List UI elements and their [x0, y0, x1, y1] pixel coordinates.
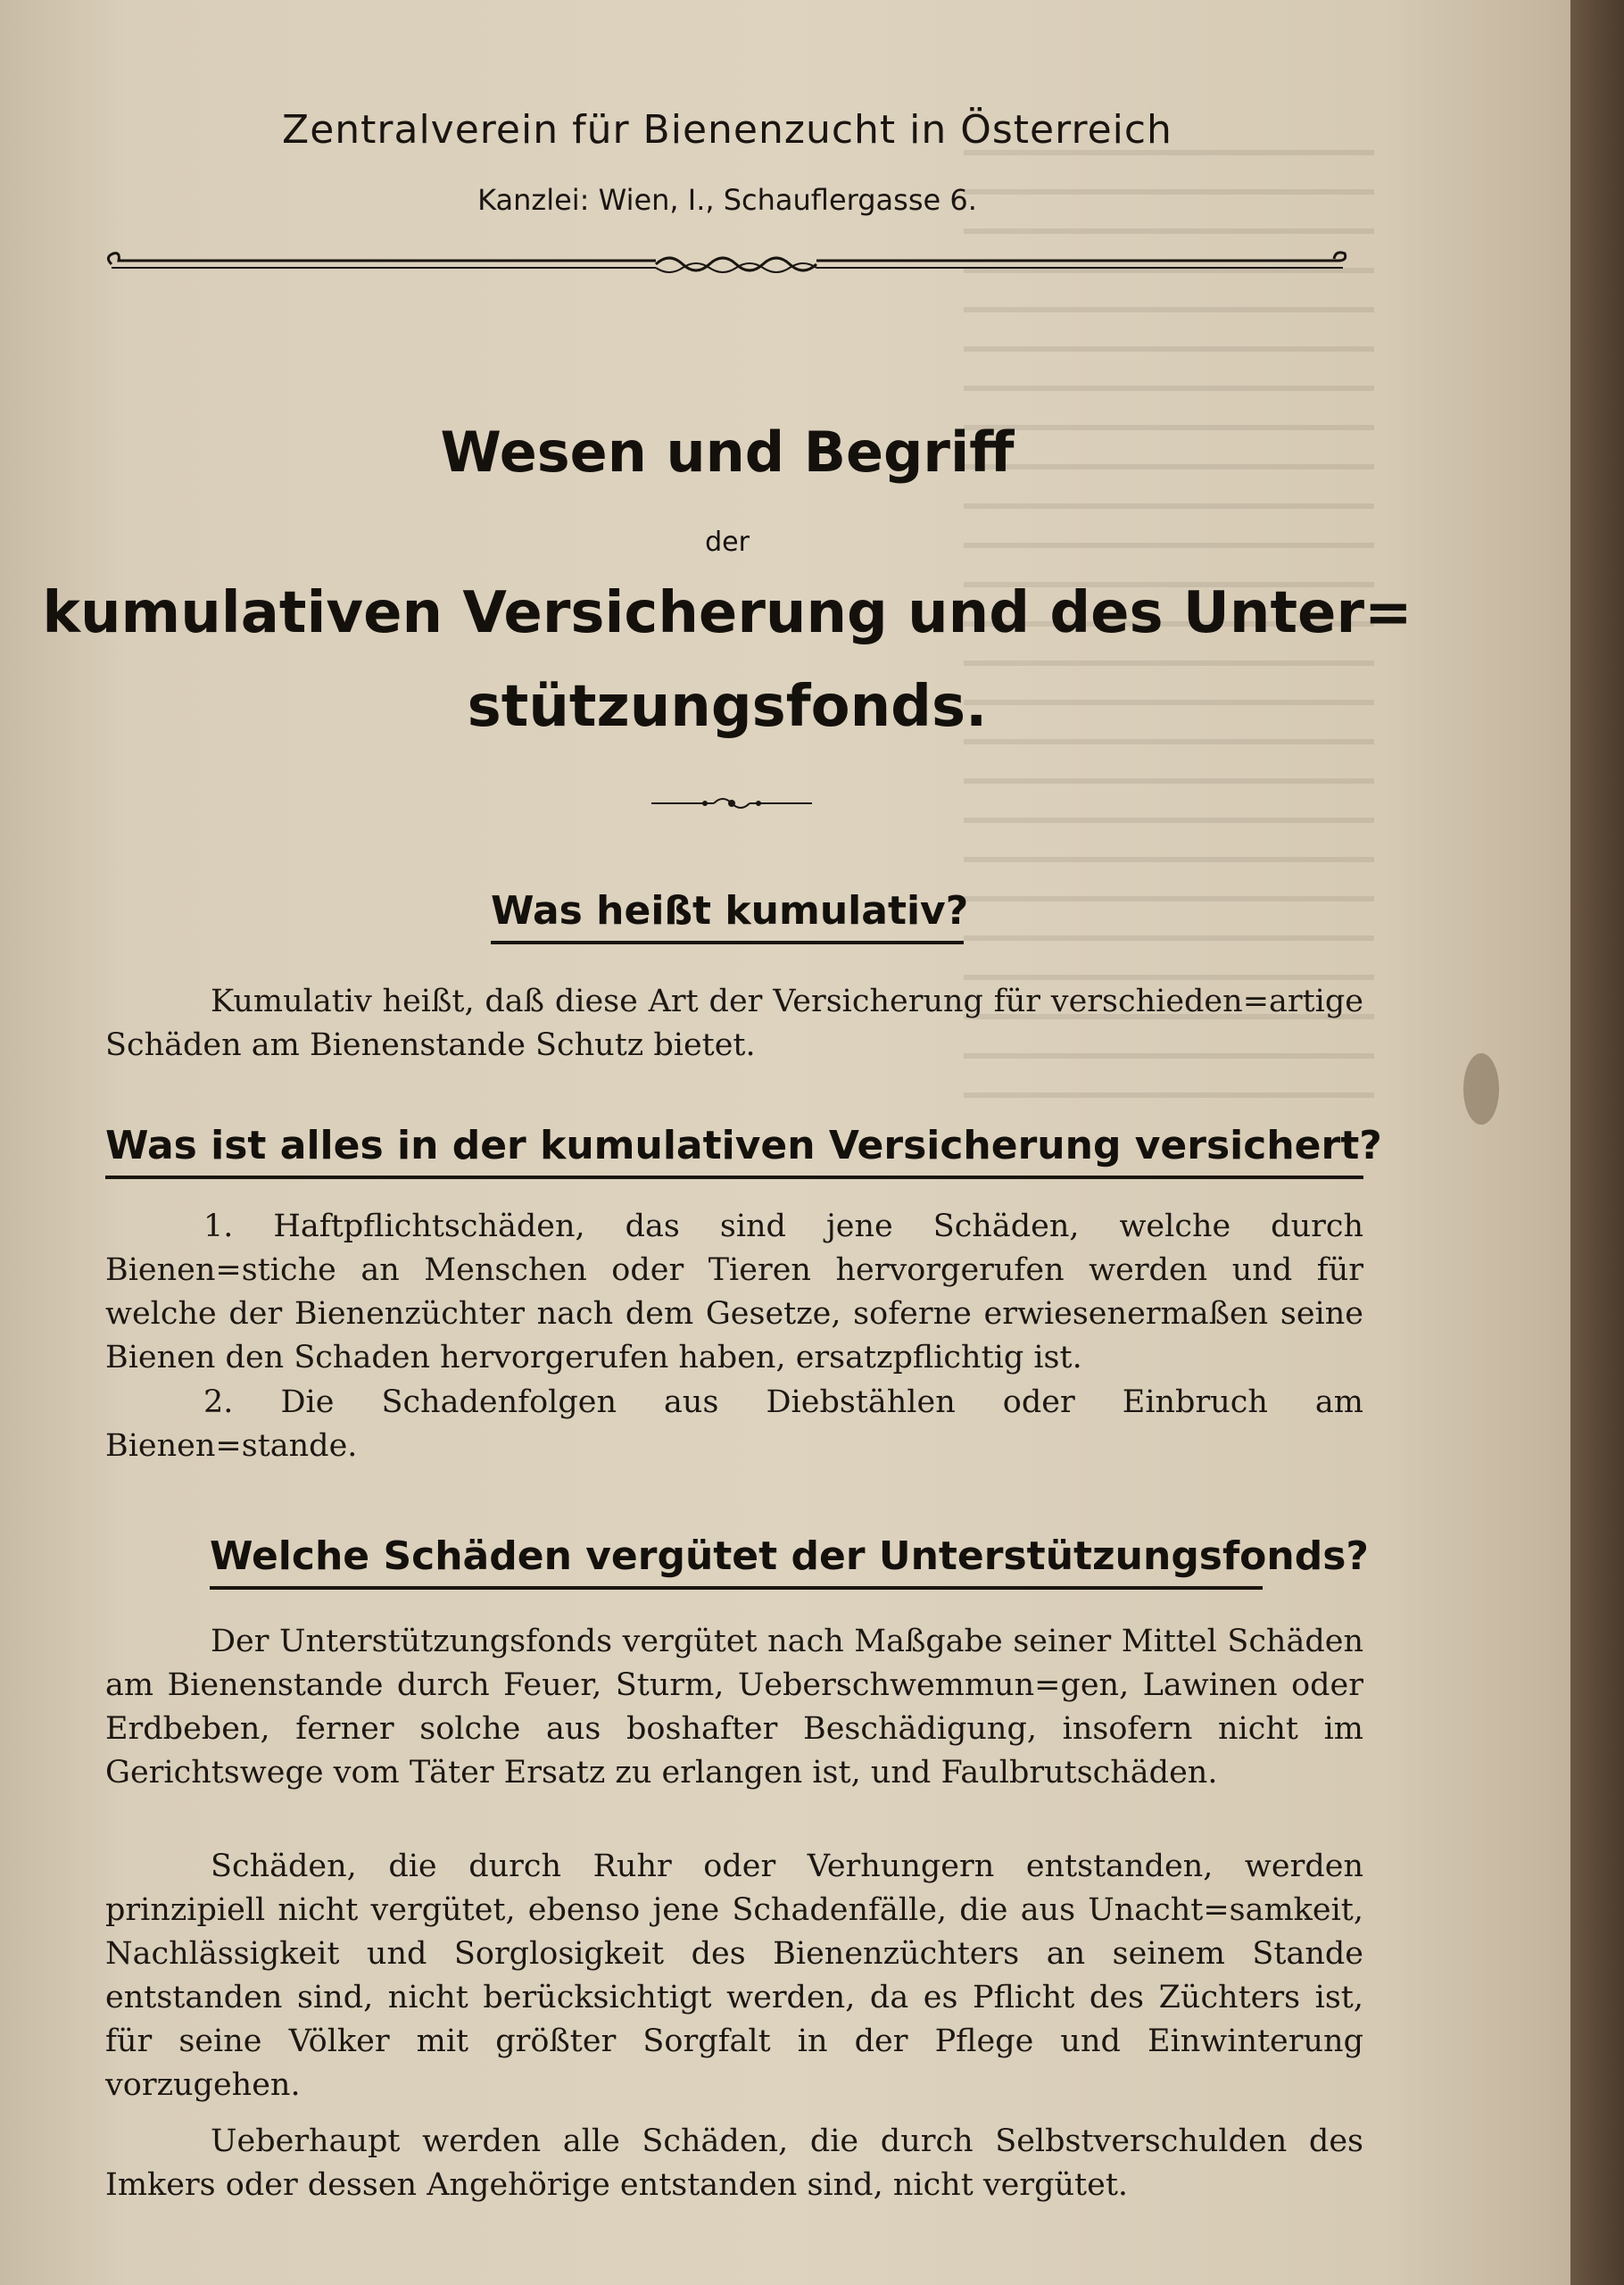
paragraph: Schäden, die durch Ruhr oder Verhungern entstanden, werden prinzipiell nicht vergütet, ebenso jene Schadenfälle, die aus Unacht=samkeit, Nachlässigkeit und Sorglosigkeit des Bienenzüchters an seinem Stande entstanden sind, nicht berücksichtigt werden, da es Pflicht des Züchters ist, für seine Völker mit größter Sorgfalt in der Pflege und Einwinterung vorzugehen. [105, 1849, 1363, 2103]
heading-underline [491, 941, 964, 944]
heading-underline [210, 1586, 1263, 1590]
title-line-1: Wesen und Begriff [440, 420, 1015, 485]
section-heading-1-text: Was heißt kumulativ? [491, 888, 969, 934]
paragraph: 1. Haftpflichtschäden, das sind jene Schäden, welche durch Bienen=stiche an Menschen oder Tieren hervorgerufen werden und für welche der Bienenzüchter nach dem Gesetze, soferne erwiesenermaßen seine Bienen den Schaden hervorgerufen haben, ersatzpflichtig ist. [105, 1209, 1363, 1375]
paragraph: Der Unterstützungsfonds vergütet nach Maßgabe seiner Mittel Schäden am Bienenstande durch Feuer, Sturm, Ueberschwemmun=gen, Lawinen oder Erdbeben, ferner solche aus boshafter Beschädigung, insofern nicht im Gerichtswege vom Täter Ersatz zu erlangen ist, und Faulbrutschäden. [105, 1624, 1363, 1791]
organization-name: Zentralverein für Bienenzucht in Österreich [282, 107, 1172, 153]
heading-underline [105, 1176, 1363, 1179]
title-line-4: stützungsfonds. [467, 674, 988, 740]
paper-stain [1463, 1053, 1499, 1125]
paragraph: 2. Die Schadenfolgen aus Diebstählen oder Einbruch am Bienen=stande. [105, 1384, 1363, 1464]
section-heading-1 [491, 888, 968, 944]
ornamental-divider [103, 248, 1352, 277]
title-line-2: der [705, 527, 750, 558]
paragraph: Ueberhaupt werden alle Schäden, die durch Selbstverschulden des Imkers oder dessen Angehörige entstanden sind, nicht vergütet. [105, 2123, 1363, 2203]
title-line-3: kumulativen Versicherung und des Unter= [42, 580, 1413, 646]
section-heading-3 [210, 1533, 1369, 1590]
section-heading-2 [105, 1123, 1382, 1179]
page-edge-background [1570, 0, 1624, 2285]
section-heading-2-text: Was ist alles in der kumulativen Versicherung versichert? [105, 1123, 1382, 1168]
small-ornament [642, 793, 821, 814]
office-address: Kanzlei: Wien, I., Schauflergasse 6. [477, 183, 977, 217]
paragraph: Kumulativ heißt, daß diese Art der Versicherung für verschieden=artige Schäden am Bienenstande Schutz bietet. [105, 984, 1363, 1063]
section-heading-3-text: Welche Schäden vergütet der Unterstützungsfonds? [210, 1533, 1369, 1579]
